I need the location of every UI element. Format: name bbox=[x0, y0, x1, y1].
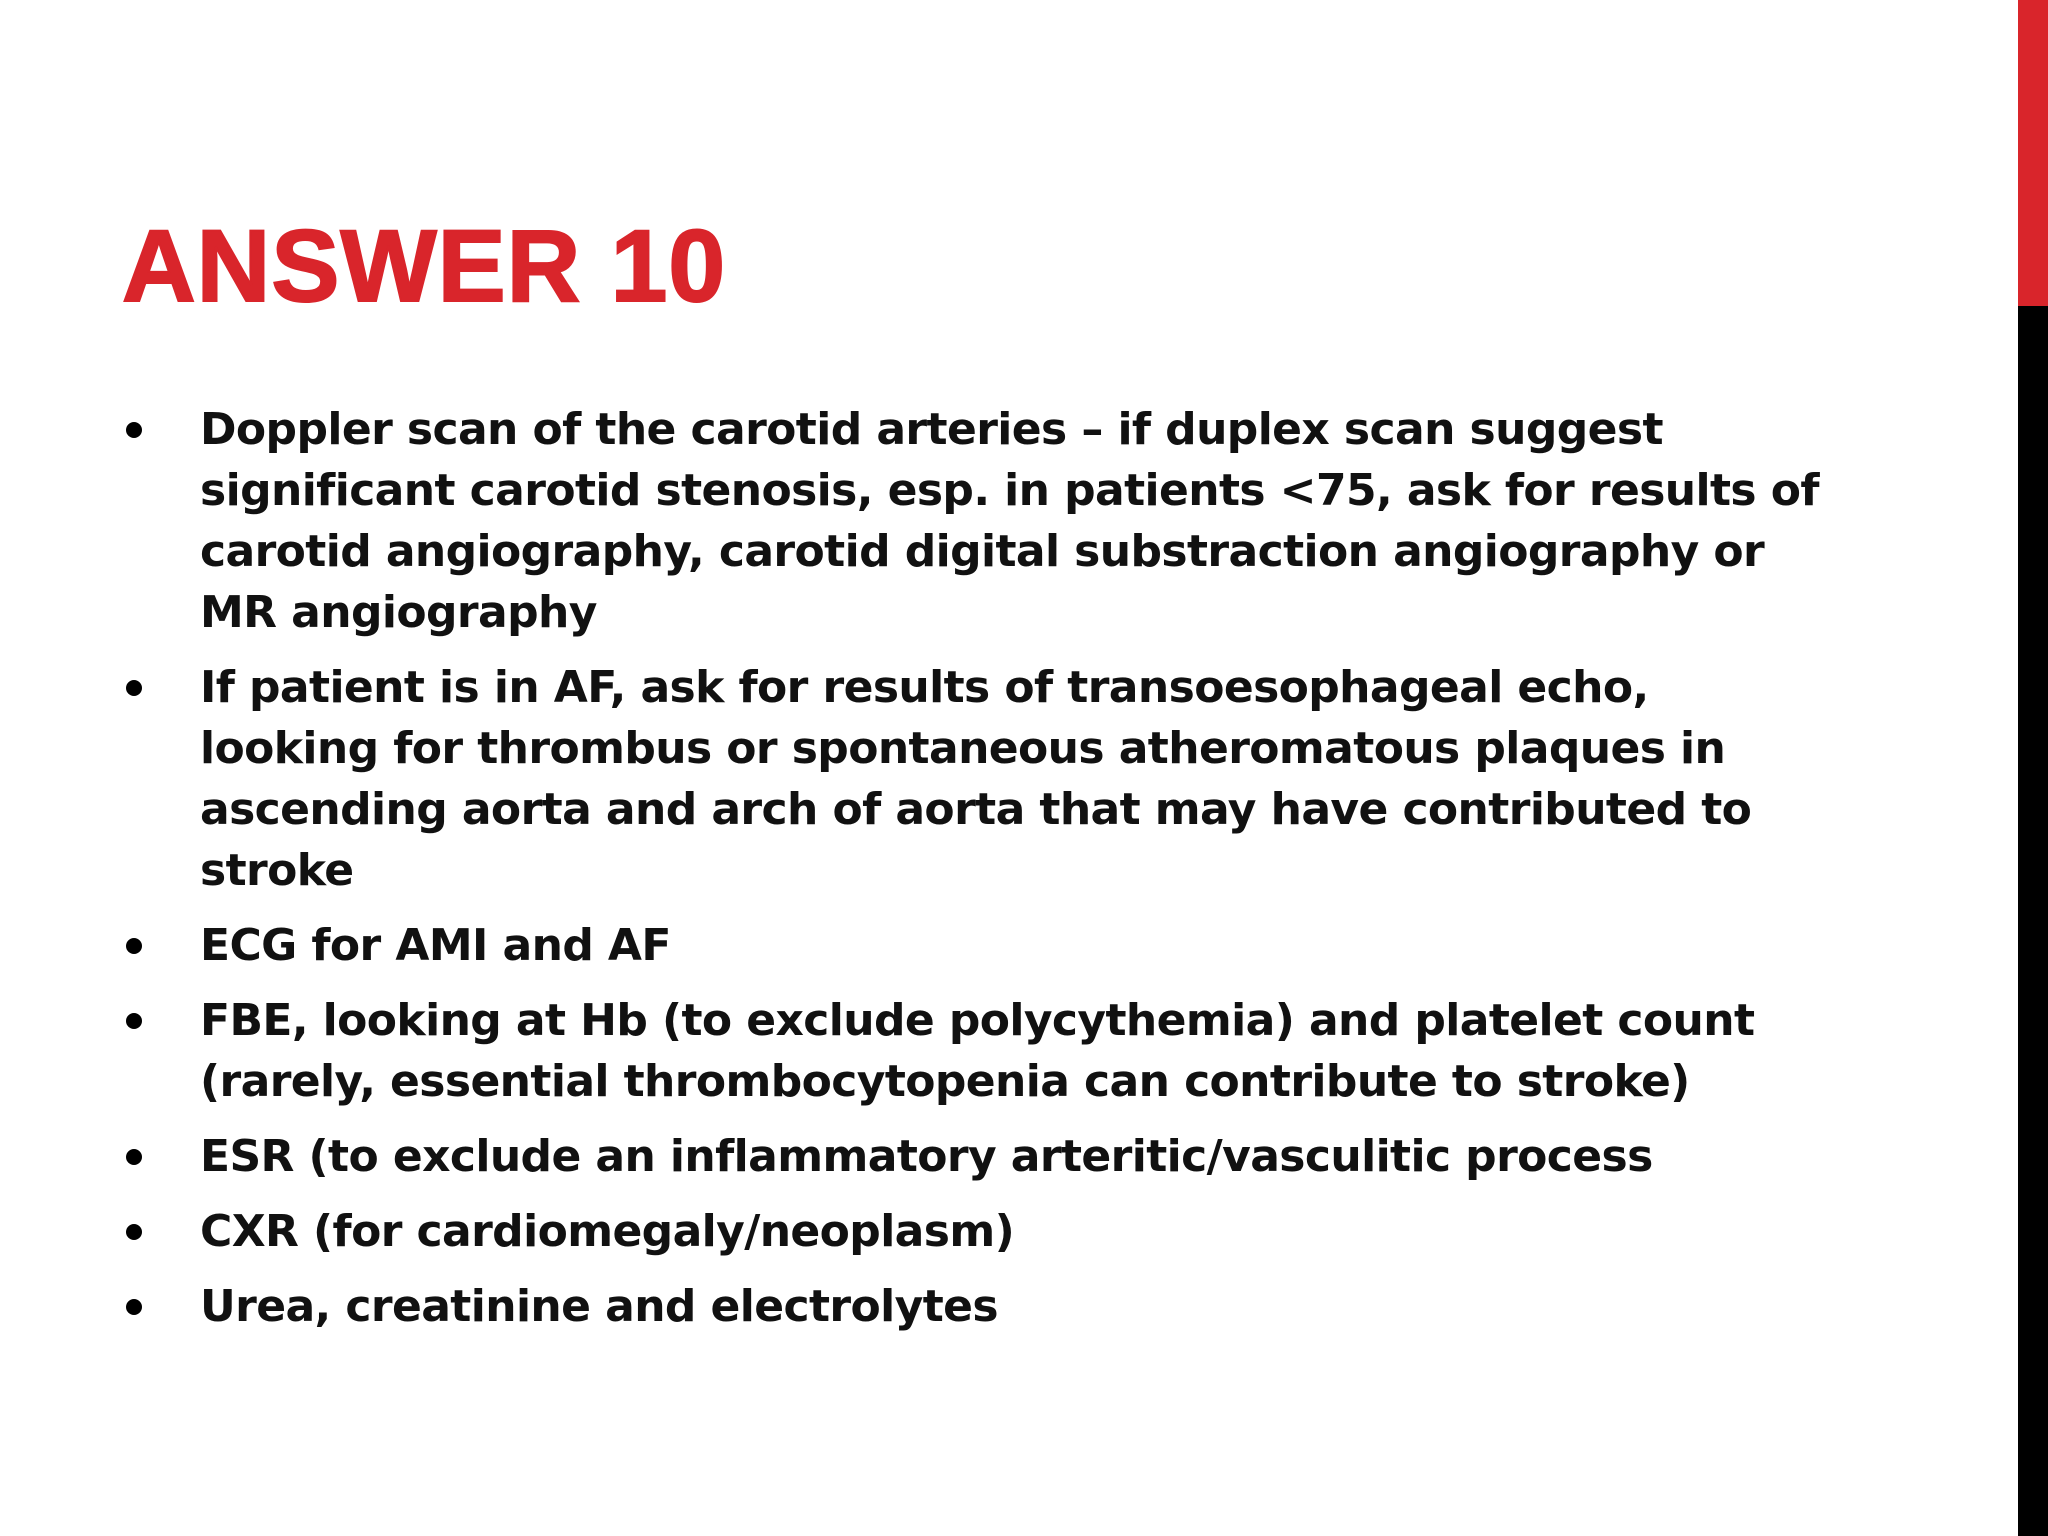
bullet-item bbox=[122, 657, 1822, 901]
bullet-item bbox=[122, 1201, 1822, 1262]
bullet-item bbox=[122, 1276, 1822, 1337]
bullet-text: Urea, creatinine and electrolytes bbox=[200, 1281, 998, 1332]
bullet-text: FBE, looking at Hb (to exclude polycythemia) and platelet count (rarely, essential thrombocytopenia can contribute to stroke) bbox=[200, 995, 1755, 1107]
bullet-dot-icon bbox=[126, 422, 142, 438]
bullet-dot-icon bbox=[126, 938, 142, 954]
bullet-text: ECG for AMI and AF bbox=[200, 920, 671, 971]
bullet-item bbox=[122, 399, 1822, 643]
bullet-item bbox=[122, 990, 1822, 1112]
bullet-text: If patient is in AF, ask for results of transoesophageal echo, looking for thrombus or spontaneous atheromatous plaques in ascending aorta and arch of aorta that may have contributed to stroke bbox=[200, 662, 1752, 896]
bullet-text: Doppler scan of the carotid arteries – if duplex scan suggest significant carotid stenosis, esp. in patients <75, ask for results of carotid angiography, carotid digital substraction angiography or MR angiography bbox=[200, 404, 1819, 638]
bullet-dot-icon bbox=[126, 1299, 142, 1315]
bullet-item bbox=[122, 915, 1822, 976]
bullet-item bbox=[122, 1126, 1822, 1187]
bullet-list bbox=[122, 399, 1822, 1351]
bullet-dot-icon bbox=[126, 1224, 142, 1240]
bullet-dot-icon bbox=[126, 680, 142, 696]
side-accent-bar bbox=[2018, 0, 2048, 1536]
bullet-dot-icon bbox=[126, 1149, 142, 1165]
side-accent-bar-red bbox=[2018, 0, 2048, 306]
bullet-dot-icon bbox=[126, 1013, 142, 1029]
bullet-text: ESR (to exclude an inflammatory arteritic/vasculitic process bbox=[200, 1131, 1653, 1182]
bullet-text: CXR (for cardiomegaly/neoplasm) bbox=[200, 1206, 1015, 1257]
slide-title: ANSWER 10 bbox=[122, 209, 727, 323]
